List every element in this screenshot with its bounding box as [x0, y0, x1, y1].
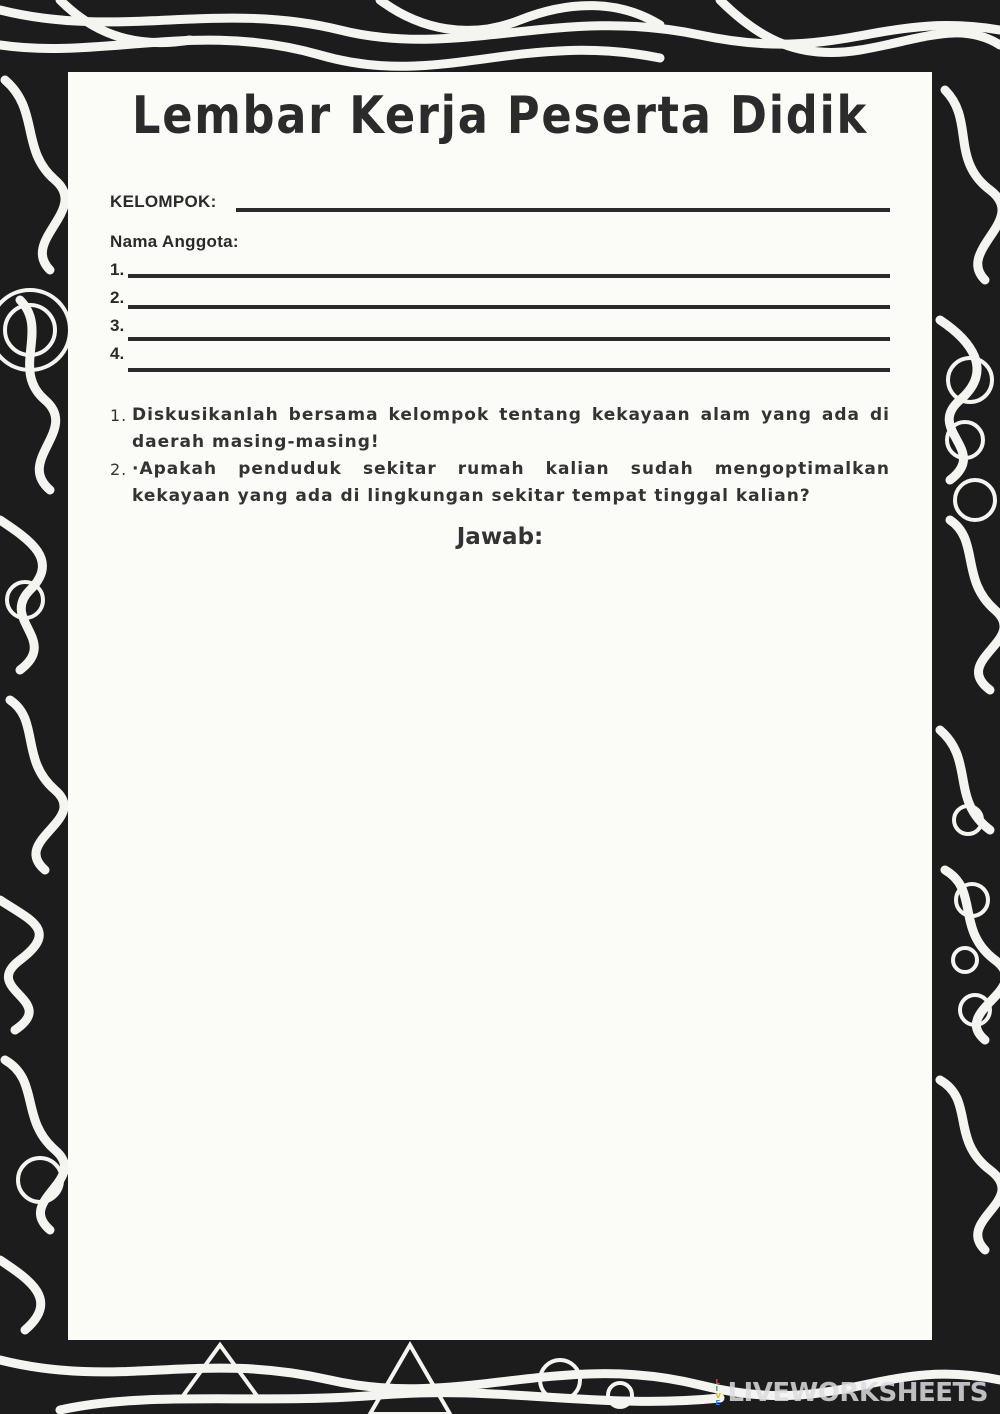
question-text: Diskusikanlah bersama kelompok tentang kekayaan alam yang ada di daerah masing-masing! — [132, 405, 890, 452]
question-item — [110, 402, 890, 456]
page-title: Lembar Kerja Peserta Didik — [131, 86, 869, 146]
live-badge-letter: E — [715, 1399, 721, 1407]
group-label: KELOMPOK: — [110, 192, 217, 211]
members-label: Nama Anggota: — [110, 232, 239, 251]
worksheet-paper — [68, 72, 932, 1340]
question-item — [110, 456, 890, 510]
member-number-4: 4. — [110, 344, 125, 363]
question-text: ·Apakah penduduk sekitar rumah kalian sudah mengoptimalkan kekayaan yang ada di lingkungan sekitar tempat tinggal kalian? — [132, 459, 890, 506]
watermark-text: LIVEWORKSHEETS — [727, 1378, 988, 1408]
live-badge-letter: V — [715, 1392, 721, 1400]
liveworksheets-watermark — [715, 1378, 988, 1408]
member-line-1[interactable] — [128, 274, 890, 278]
member-number-2: 2. — [110, 288, 125, 307]
member-line-4[interactable] — [128, 368, 890, 372]
answer-label: Jawab: — [456, 524, 544, 550]
member-line-3[interactable] — [128, 337, 890, 341]
live-badge-letter: L — [715, 1378, 720, 1386]
question-number: 1. — [110, 406, 128, 425]
question-number: 2. — [110, 460, 128, 479]
member-number-3: 3. — [110, 316, 125, 335]
question-list — [110, 402, 890, 510]
live-badge-letter: I — [715, 1385, 719, 1393]
group-name-line[interactable] — [236, 208, 890, 212]
member-number-1: 1. — [110, 260, 125, 279]
live-badge-icon — [715, 1379, 723, 1407]
member-line-2[interactable] — [128, 305, 890, 309]
